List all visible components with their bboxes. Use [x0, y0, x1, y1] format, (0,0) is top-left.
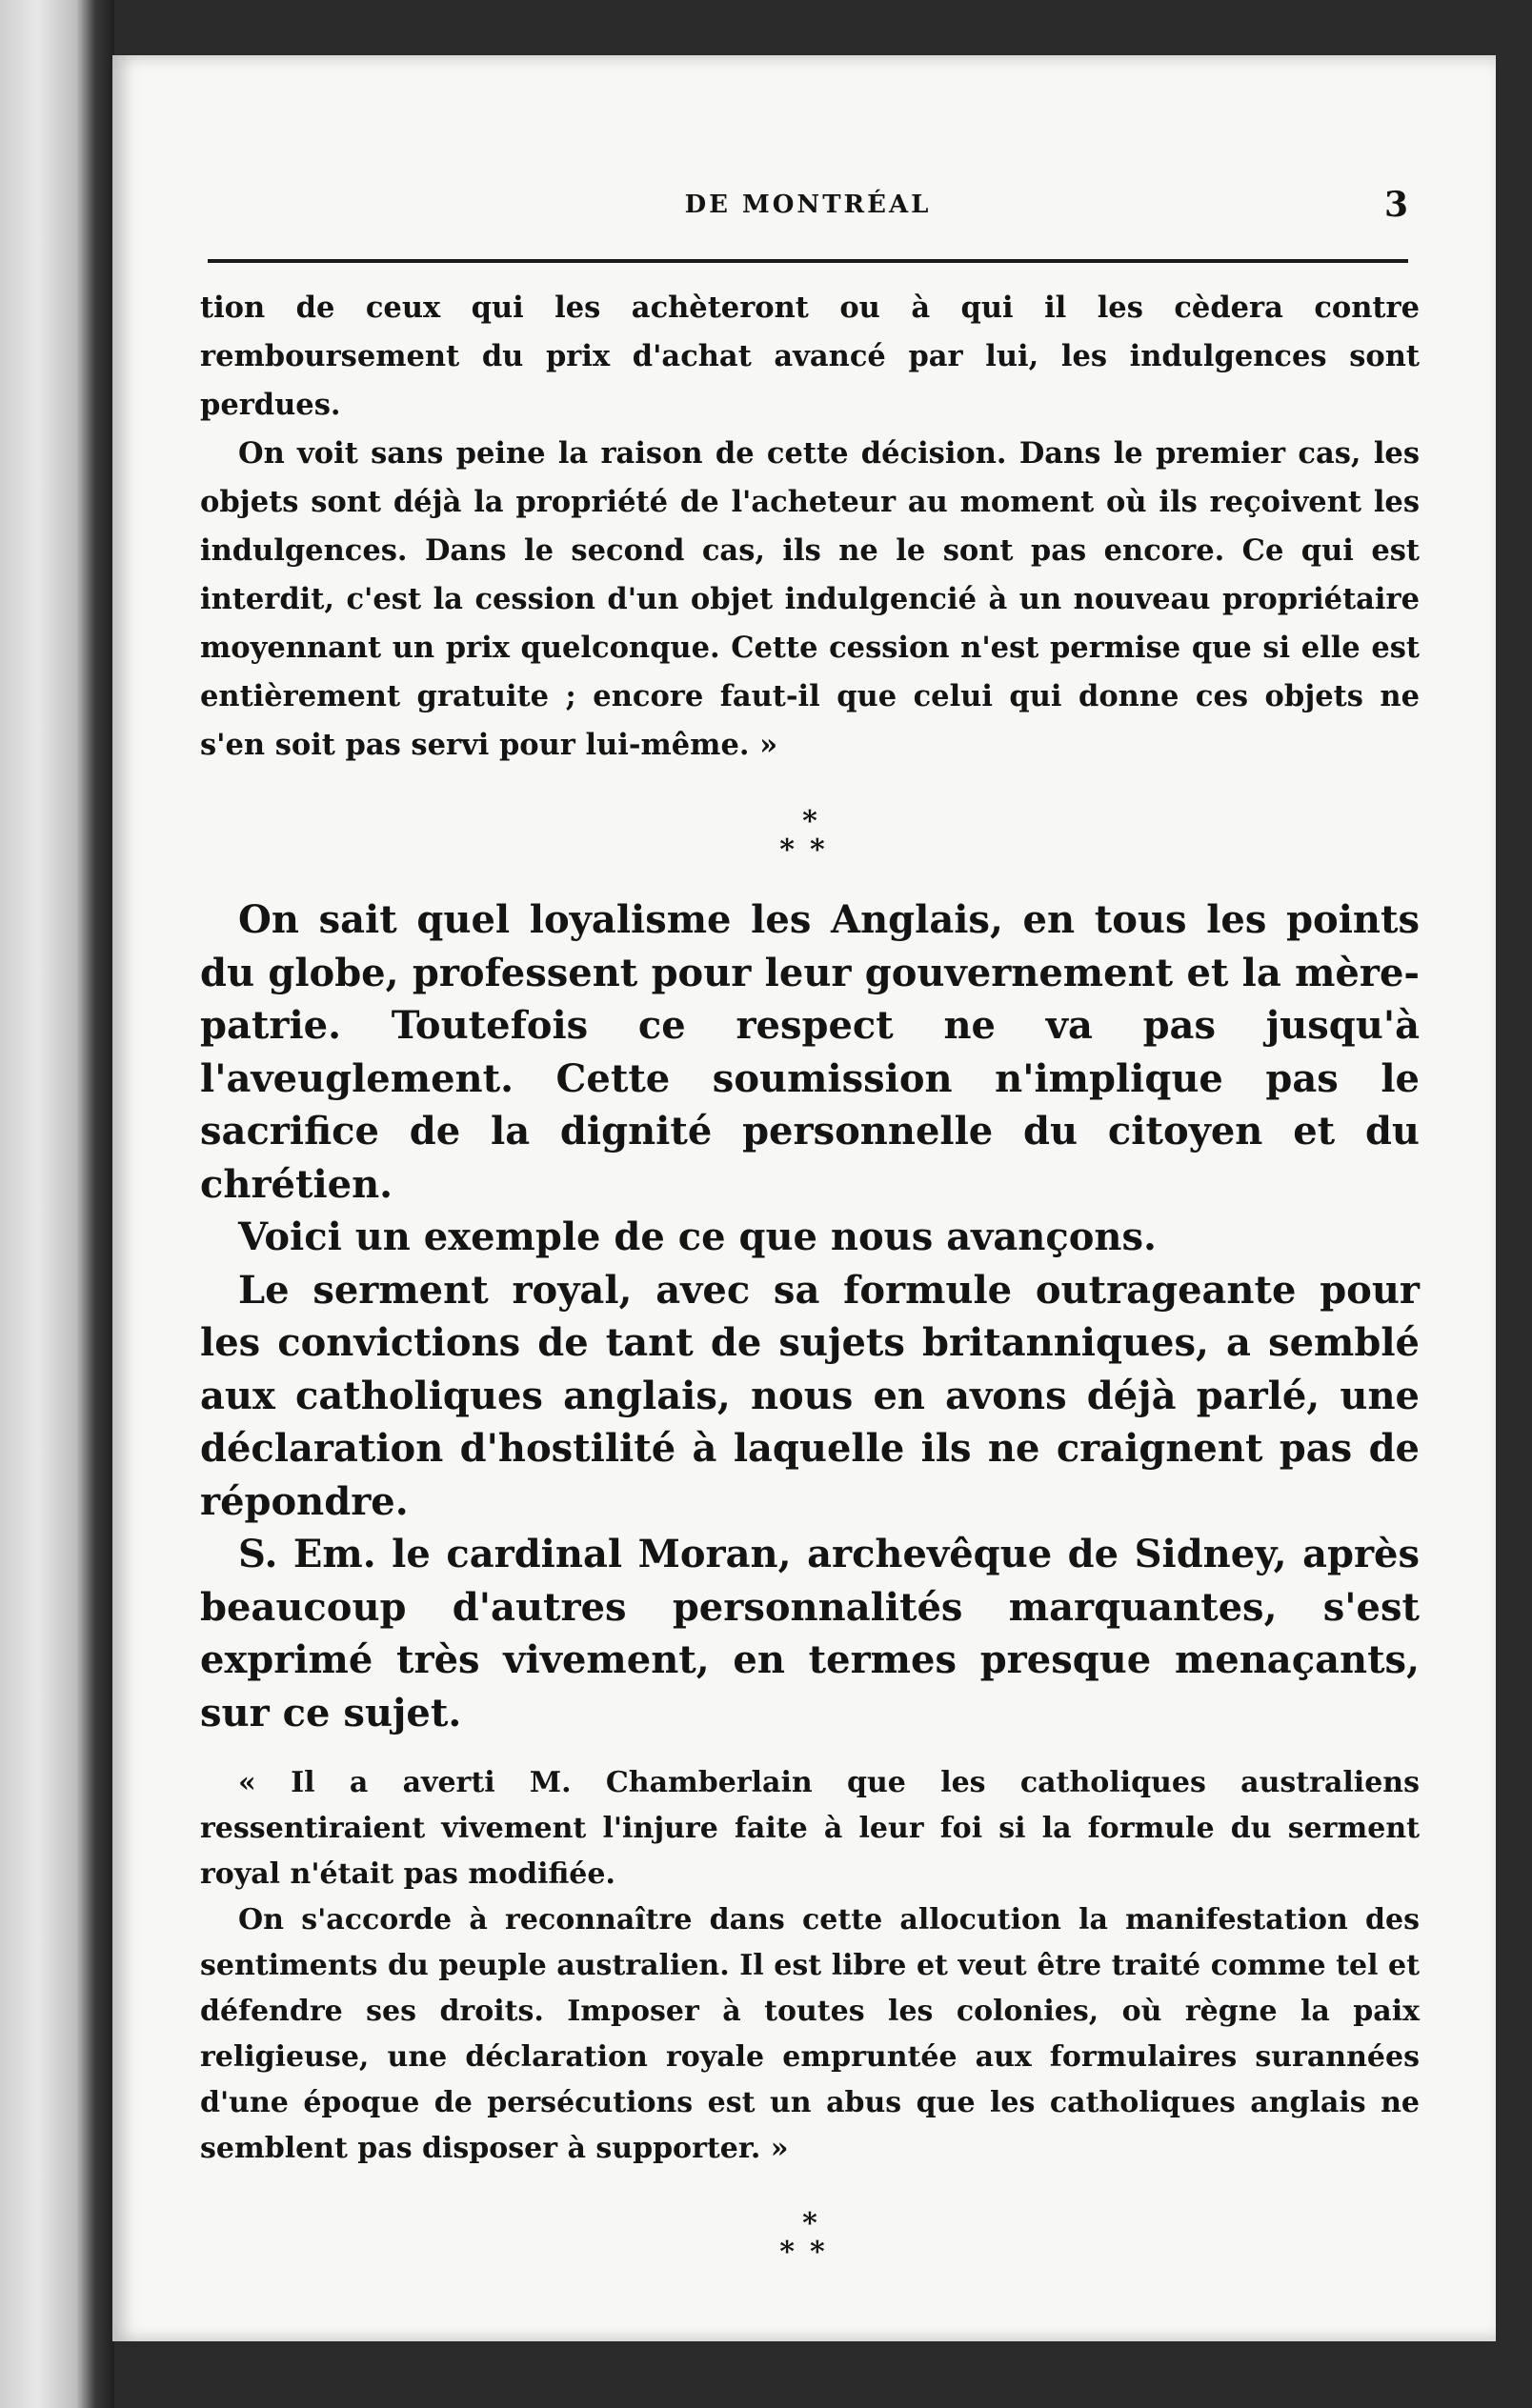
- paragraph: S. Em. le cardinal Moran, archevêque de Sidney, après beaucoup d'autres personnalités marquantes, s'est exprimé très vivement, en termes presque menaçants, sur ce sujet.: [200, 1532, 1420, 1736]
- asterism-top: *: [802, 805, 817, 838]
- section-continuation: [200, 284, 1420, 770]
- page-number: 3: [1383, 185, 1408, 225]
- header-rule: [208, 259, 1408, 263]
- asterism-separator: [200, 2207, 1420, 2269]
- scan-border-right: [1496, 0, 1532, 2408]
- paragraph: On voit sans peine la raison de cette décision. Dans le premier cas, les objets sont déjà la propriété de l'acheteur au moment où ils reçoivent les indulgences. Dans le second cas, ils ne le sont pas encore. Ce qui est interdit, c'est la cession d'un objet indulgencié à un nouveau propriétaire moyennant un prix quelconque. Cette cession n'est permise que si elle est entièrement gratuite ; encore faut-il que celui qui donne ces objets ne s'en soit pas servi pour lui-même. »: [200, 436, 1420, 762]
- section-loyalism: [200, 893, 1420, 1739]
- paragraph: tion de ceux qui les achèteront ou à qui il les cèdera contre remboursement du prix d'achat avancé par lui, les indulgences sont perdues.: [200, 291, 1420, 422]
- book-binding-edge: [0, 0, 114, 2408]
- asterism-bottom: **: [779, 2236, 840, 2269]
- asterism-separator: [200, 805, 1420, 867]
- paragraph: Voici un exemple de ce que nous avançons.: [238, 1214, 1157, 1259]
- block-quote: [200, 1760, 1420, 2172]
- running-title: DE MONTRÉAL: [684, 191, 932, 219]
- asterism-top: *: [802, 2207, 817, 2240]
- asterism-bottom: **: [779, 833, 840, 867]
- quote-paragraph: On s'accorde à reconnaître dans cette allocution la manifestation des sentiments du peuple australien. Il est libre et veut être traité comme tel et défendre ses droits. Imposer à toutes les colonies, où règne la paix religieuse, une déclaration royale empruntée aux formulaires surannées d'une époque de persécutions est un abus que les catholiques anglais ne semblent pas disposer à supporter. »: [200, 1903, 1420, 2165]
- book-page: [112, 55, 1496, 2341]
- quote-paragraph: « Il a averti M. Chamberlain que les catholiques australiens ressentiraient vivement l'injure faite à leur foi si la formule du serment royal n'était pas modifiée.: [200, 1766, 1420, 1891]
- body-text: [200, 284, 1420, 2296]
- paragraph: Le serment royal, avec sa formule outrageante pour les convictions de tant de sujets britanniques, a semblé aux catholiques anglais, nous en avons déjà parlé, une déclaration d'hostilité à laquelle ils ne craignent pas de répondre.: [200, 1267, 1420, 1524]
- paragraph: On sait quel loyalisme les Anglais, en tous les points du globe, professent pour leur gouvernement et la mère-patrie. Toutefois ce respect ne va pas jusqu'à l'aveuglement. Cette soumission n'implique pas le sacrifice de la dignité personnelle du citoyen et du chrétien.: [200, 897, 1420, 1207]
- running-head: [208, 181, 1408, 248]
